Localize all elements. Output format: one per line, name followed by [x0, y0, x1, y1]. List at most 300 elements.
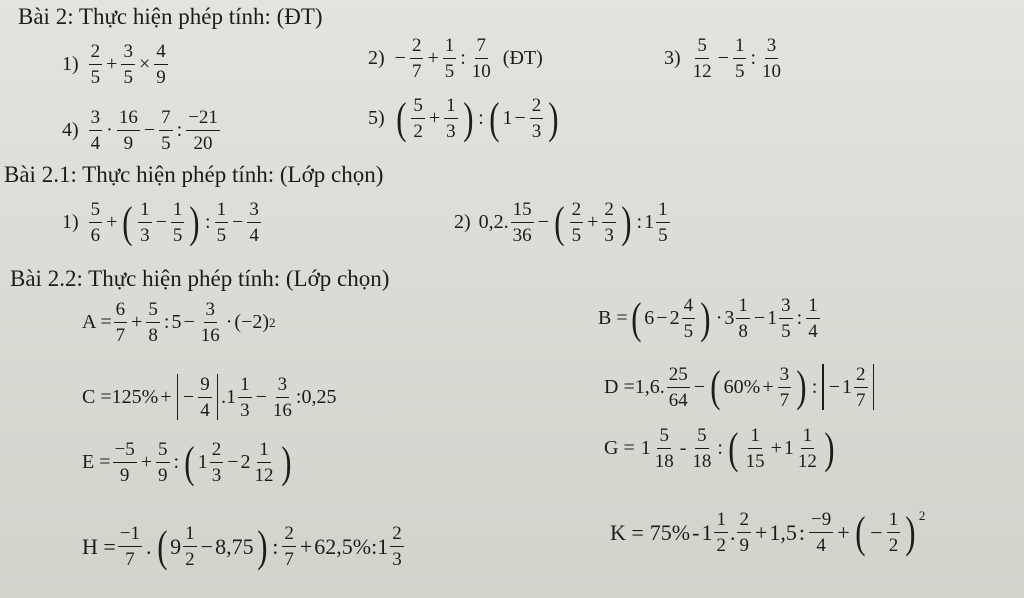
numerator: 4: [682, 296, 696, 319]
denominator: 16: [200, 325, 220, 346]
denominator: 5: [444, 61, 455, 82]
numerator: 1: [238, 375, 252, 398]
denominator: 5: [216, 225, 227, 246]
fraction: [653, 426, 676, 471]
exercise-2-4: [62, 108, 222, 153]
abs-bar: [822, 364, 823, 410]
item-number: 3): [664, 47, 681, 69]
fraction: [89, 108, 103, 153]
denominator: 4: [249, 225, 259, 246]
fraction: [511, 200, 534, 245]
denominator: 5: [683, 321, 694, 342]
numerator: −5: [113, 440, 137, 463]
paren: ): [700, 293, 711, 343]
fraction: [690, 426, 713, 471]
numerator: 2: [210, 440, 224, 463]
fraction: [282, 524, 296, 569]
fraction: [159, 108, 173, 153]
integer: 1: [377, 533, 389, 559]
operator: :: [205, 211, 211, 233]
integer: 3: [724, 307, 735, 329]
numerator: 3: [765, 36, 779, 59]
expression-E: [82, 437, 294, 487]
paren: (: [184, 437, 195, 487]
exercise-2-3: [664, 36, 785, 81]
denominator: 7: [856, 389, 866, 411]
numerator: 1: [257, 440, 271, 463]
denominator: 4: [808, 321, 818, 342]
fraction: [210, 440, 224, 485]
fraction: [887, 510, 901, 555]
denominator: 10: [471, 61, 491, 82]
fraction: [117, 108, 140, 153]
expr-label-K: K =: [610, 519, 644, 545]
numerator: 2: [390, 524, 404, 547]
denominator: 12: [692, 61, 712, 82]
fraction: [809, 510, 833, 555]
numerator: 2: [410, 36, 424, 59]
denominator: 9: [739, 535, 749, 556]
paren: ): [796, 362, 807, 412]
paren: (: [395, 93, 407, 143]
numerator: 5: [695, 36, 709, 59]
paren: (: [156, 521, 167, 571]
integer: 1: [502, 107, 513, 129]
numerator: 1: [801, 426, 815, 449]
fraction: [733, 36, 747, 81]
numerator: 15: [511, 200, 534, 223]
integer: 1: [640, 437, 651, 459]
numerator: 1: [733, 36, 747, 59]
denominator: 18: [654, 451, 674, 472]
numerator: 3: [276, 375, 290, 398]
operator: +: [160, 385, 172, 408]
denominator: 3: [531, 121, 542, 142]
numerator: 7: [159, 108, 173, 131]
operator: −: [200, 533, 214, 559]
expression-C: [82, 374, 336, 420]
denominator: 4: [200, 399, 210, 421]
numerator: 7: [475, 36, 489, 59]
numerator: 5: [146, 300, 160, 323]
numerator: 2: [854, 365, 868, 388]
operator: +: [106, 53, 118, 75]
operator: +: [754, 519, 768, 545]
fraction: [113, 440, 137, 485]
paren: ): [621, 197, 632, 247]
expr-label-B: B =: [598, 307, 628, 329]
denominator: 5: [161, 133, 171, 154]
expr-label-A: A =: [82, 311, 112, 333]
denominator: 5: [781, 321, 791, 342]
operator: +: [131, 311, 143, 333]
numerator: 3: [779, 296, 793, 319]
exponent: 2: [269, 314, 276, 330]
decimal: :0,25: [295, 385, 337, 408]
operator: −: [182, 385, 195, 408]
numerator: 1: [444, 96, 458, 119]
paren: (: [710, 362, 721, 412]
denominator: 5: [571, 225, 582, 246]
expr-label-C: C =: [82, 385, 112, 408]
operator: +: [106, 211, 118, 233]
fraction: [253, 440, 276, 485]
denominator: 18: [692, 451, 712, 472]
numerator: 5: [411, 96, 425, 119]
dt-label: (ĐT): [502, 47, 543, 69]
denominator: 7: [779, 389, 790, 411]
paren: ): [280, 437, 291, 487]
paren: ): [824, 423, 835, 473]
integer: 1: [842, 375, 853, 398]
exponent: 2: [918, 508, 926, 523]
denominator: 3: [604, 225, 614, 246]
fraction: [760, 36, 783, 81]
expression-D: [604, 364, 877, 410]
numerator: 4: [154, 42, 168, 65]
integer: 2: [669, 307, 680, 329]
operator: −: [717, 47, 729, 69]
numerator: 2: [530, 96, 544, 119]
fraction: [570, 200, 584, 245]
operator: :: [371, 533, 378, 559]
denominator: 36: [512, 225, 532, 246]
denominator: 4: [816, 535, 826, 556]
operator: :: [272, 533, 279, 559]
item-number: 2): [368, 47, 385, 69]
denominator: 12: [797, 451, 817, 472]
heading-bai-2-1: Bài 2.1: Thực hiện phép tính: (Lớp chọn): [4, 162, 384, 187]
decimal: 8,75: [215, 533, 254, 559]
paren: ): [905, 507, 916, 557]
fraction: [410, 36, 424, 81]
integer: 1: [701, 519, 713, 545]
denominator: 7: [411, 61, 422, 82]
paren: (: [122, 197, 133, 247]
item-number: 1): [62, 211, 79, 233]
denominator: 16: [272, 399, 292, 421]
operator: :: [176, 119, 183, 141]
operator: :: [750, 47, 757, 69]
fraction: [154, 42, 168, 87]
item-number: 2): [454, 211, 471, 233]
paren: (: [489, 93, 500, 143]
operator: +: [770, 437, 782, 459]
operator: :: [460, 47, 466, 69]
fraction: [271, 375, 294, 420]
numerator: 1: [656, 200, 670, 223]
operator: :: [636, 211, 643, 233]
decimal: 1,5: [769, 519, 797, 545]
numerator: 2: [282, 524, 296, 547]
numerator: 1: [138, 200, 152, 223]
fraction: [199, 300, 222, 345]
operator: +: [427, 47, 439, 69]
numerator: 16: [117, 108, 140, 131]
numerator: 2: [602, 200, 616, 223]
expr-label-H: H =: [82, 533, 116, 559]
denominator: 9: [156, 67, 166, 88]
operator: −: [514, 107, 526, 129]
fraction: [247, 200, 261, 245]
denominator: 7: [115, 325, 126, 346]
fraction: [121, 42, 135, 87]
operator: :: [173, 451, 180, 473]
operator: −: [232, 211, 244, 233]
denominator: 10: [762, 61, 782, 82]
exercise-2-1-1: [62, 197, 263, 247]
denominator: 3: [240, 399, 250, 421]
denominator: 8: [738, 321, 748, 342]
numerator: 1: [748, 426, 762, 449]
numerator: 5: [657, 426, 671, 449]
paren: ): [462, 93, 474, 143]
decimal: 1,6.: [634, 375, 665, 398]
denominator: 3: [211, 465, 222, 486]
expr-label-D: D =: [604, 375, 635, 398]
percent: 62,5%: [314, 533, 372, 559]
expression-A: [82, 300, 276, 345]
operator: :: [163, 311, 170, 333]
operator: :: [796, 307, 803, 329]
fraction: [530, 96, 544, 141]
denominator: 12: [254, 465, 274, 486]
fraction: [806, 296, 820, 341]
heading-bai-2: Bài 2: Thực hiện phép tính: (ĐT): [18, 4, 323, 29]
abs-bar: [217, 374, 218, 420]
numerator: 3: [121, 42, 135, 65]
operator: ·: [715, 307, 723, 329]
denominator: 2: [413, 121, 423, 142]
integer: 1: [783, 437, 794, 459]
item-number: 4): [62, 119, 79, 141]
fraction: [602, 200, 616, 245]
operator: −: [693, 375, 706, 398]
fraction: [667, 365, 690, 410]
operator: −: [656, 307, 668, 329]
expr-label-G: G =: [604, 437, 635, 459]
paren: ): [548, 93, 559, 143]
operator: +: [428, 107, 441, 129]
operator: .: [729, 519, 736, 545]
heading-bai-2-2: Bài 2.2: Thực hiện phép tính: (Lớp chọn): [10, 266, 390, 291]
integer: 1: [197, 451, 208, 473]
numerator: −1: [118, 524, 142, 547]
numerator: 1: [171, 200, 185, 223]
operator: .: [221, 385, 227, 408]
exercise-2-2: [368, 36, 543, 81]
fraction: [215, 200, 229, 245]
operator: -: [692, 519, 700, 545]
numerator: 3: [204, 300, 218, 323]
abs-bar: [873, 364, 874, 410]
percent: 60%: [723, 375, 761, 398]
numerator: 1: [443, 36, 457, 59]
paren: ): [256, 521, 268, 571]
abs-bar: [177, 374, 178, 420]
denominator: 6: [90, 225, 101, 246]
denominator: 5: [734, 61, 745, 82]
fraction: [796, 426, 819, 471]
denominator: 9: [158, 465, 168, 486]
fraction: [691, 36, 714, 81]
numerator: 1: [183, 524, 197, 547]
fraction: [156, 440, 170, 485]
fraction: [444, 96, 458, 141]
integer: 6: [644, 307, 655, 329]
operator: .: [146, 533, 152, 559]
operator: −: [394, 47, 406, 69]
denominator: 2: [185, 549, 195, 570]
operator: −: [255, 385, 267, 408]
denominator: 5: [658, 225, 668, 246]
numerator: 6: [114, 300, 128, 323]
numerator: 2: [570, 200, 584, 223]
fraction: [146, 300, 160, 345]
decimal: 0,2.: [478, 211, 509, 233]
operator: +: [762, 375, 774, 398]
operator: ·: [106, 119, 113, 141]
paren: (: [854, 507, 866, 557]
numerator: −9: [809, 510, 833, 533]
operator: ×: [138, 53, 151, 75]
fraction: [714, 510, 728, 555]
numerator: 1: [887, 510, 901, 533]
numerator: 1: [714, 510, 728, 533]
denominator: 3: [392, 549, 402, 570]
numerator: 25: [667, 365, 690, 388]
numerator: 1: [736, 296, 750, 319]
numerator: 3: [247, 200, 261, 223]
item-number: 1): [62, 53, 79, 75]
operator: -: [679, 437, 687, 459]
fraction: [198, 375, 212, 420]
denominator: 5: [172, 225, 183, 246]
operator: +: [587, 211, 599, 233]
paren: (: [728, 423, 739, 473]
expression-K: [610, 507, 926, 557]
operator: −: [753, 307, 766, 329]
numerator: 1: [806, 296, 820, 319]
denominator: 7: [125, 549, 135, 570]
integer: 5: [171, 311, 182, 333]
integer: 1: [767, 307, 778, 329]
denominator: 9: [123, 133, 134, 154]
denominator: 5: [123, 67, 133, 88]
fraction: [656, 200, 670, 245]
expr-label-E: E =: [82, 451, 111, 473]
operator: −: [537, 211, 549, 233]
operator: +: [299, 533, 313, 559]
operator: −: [828, 375, 841, 398]
denominator: 8: [148, 325, 158, 346]
numerator: 9: [198, 375, 212, 398]
operator: +: [140, 451, 152, 473]
operator: −: [155, 211, 167, 233]
fraction: [443, 36, 457, 81]
denominator: 20: [193, 133, 213, 154]
exercise-2-1-2: [454, 197, 672, 247]
denominator: 7: [284, 549, 294, 570]
denominator: 3: [140, 225, 150, 246]
operator: −: [227, 451, 239, 473]
denominator: 3: [446, 121, 456, 142]
fraction: [737, 510, 751, 555]
fraction: [854, 365, 868, 410]
integer: 1: [226, 385, 237, 408]
operator: :: [798, 519, 805, 545]
percent: 75%: [649, 519, 691, 545]
denominator: 5: [90, 67, 101, 88]
power-base: (−2): [234, 311, 270, 333]
denominator: 2: [888, 535, 899, 556]
operator: :: [478, 107, 484, 129]
fraction: [186, 108, 220, 153]
numerator: 5: [156, 440, 170, 463]
expression-G: [604, 423, 838, 473]
fraction: [411, 96, 425, 141]
fraction: [744, 426, 767, 471]
fraction: [183, 524, 197, 569]
denominator: 4: [90, 133, 101, 154]
denominator: 2: [716, 535, 726, 556]
numerator: 3: [89, 108, 103, 131]
operator: :: [717, 437, 723, 459]
fraction: [736, 296, 750, 341]
paren: (: [630, 293, 642, 343]
fraction: [114, 300, 128, 345]
denominator: 9: [119, 465, 130, 486]
denominator: 64: [668, 389, 688, 411]
fraction: [171, 200, 185, 245]
expression-H: [82, 521, 406, 571]
operator: :: [811, 375, 818, 398]
fraction: [778, 365, 792, 410]
item-number: 5): [368, 107, 385, 129]
operator: −: [143, 119, 156, 141]
integer: 1: [644, 211, 655, 233]
operator: ·: [225, 311, 233, 333]
fraction: [138, 200, 152, 245]
operator: +: [837, 519, 850, 545]
numerator: −21: [186, 108, 220, 131]
numerator: 2: [737, 510, 751, 533]
numerator: 5: [695, 426, 709, 449]
numerator: 3: [778, 365, 792, 388]
operator: −: [870, 519, 883, 545]
numerator: 2: [89, 42, 103, 65]
exercise-2-5: [368, 93, 562, 143]
expression-B: [598, 293, 822, 343]
paren: ): [189, 197, 200, 247]
numerator: 1: [215, 200, 229, 223]
operator: −: [183, 311, 195, 333]
fraction: [682, 296, 696, 341]
fraction: [118, 524, 142, 569]
fraction: [89, 200, 103, 245]
paren: (: [554, 197, 565, 247]
fraction: [89, 42, 103, 87]
denominator: 15: [745, 451, 765, 472]
integer: 2: [240, 451, 251, 473]
fraction: [390, 524, 404, 569]
fraction: [238, 375, 252, 420]
integer: 9: [170, 533, 182, 559]
fraction: [779, 296, 793, 341]
percent: 125%: [111, 385, 159, 408]
numerator: 5: [89, 200, 103, 223]
fraction: [470, 36, 493, 81]
